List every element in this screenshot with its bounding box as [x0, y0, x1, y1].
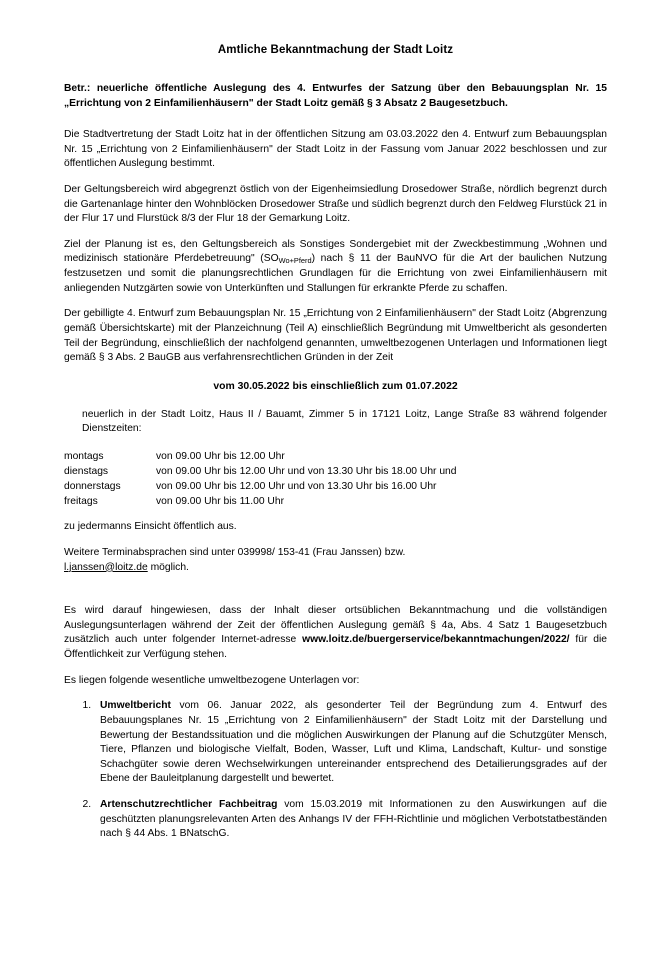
list-item	[94, 699, 607, 787]
spacer	[64, 586, 607, 604]
office-hours-time: von 09.00 Uhr bis 12.00 Uhr und von 13.30 Uhr bis 16.00 Uhr	[156, 480, 437, 492]
office-hours-day: freitags	[64, 495, 98, 507]
paragraph-resolution: Die Stadtvertretung der Stadt Loitz hat in der öffentlichen Sitzung am 03.03.2022 den 4. Entwurf zum Bebauungsplan Nr. 15 „Errichtung von 2 Einfamilienhäusern" der Stadt Loitz in der Fassung vom Januar 2022 beschlossen und zur öffentlichen Auslegung bestimmt.	[64, 129, 607, 170]
office-hours-row	[64, 480, 607, 495]
paragraph-goal	[64, 238, 607, 296]
subject-line	[64, 82, 607, 111]
env-item-title: Artenschutzrechtlicher Fachbeitrag	[100, 798, 278, 810]
office-hours-time: von 09.00 Uhr bis 12.00 Uhr und von 13.30 Uhr bis 18.00 Uhr und	[156, 465, 457, 477]
office-hours-day: montags	[64, 450, 104, 462]
office-hours-list	[64, 450, 607, 510]
subject-text: neuerliche öffentliche Auslegung des 4. Entwurfes der Satzung über den Bebauungsplan Nr. 15 „Errichtung von 2 Einfamilienhäusern" der Stadt Loitz gemäß § 3 Absatz 2 Baugesetzbuch.	[64, 83, 607, 109]
office-hours-time: von 09.00 Uhr bis 11.00 Uhr	[156, 495, 285, 507]
email-link[interactable]: l.janssen@loitz.de	[64, 561, 148, 573]
office-hours-row	[64, 495, 607, 510]
paragraph-draft-documents: Der gebilligte 4. Entwurf zum Bebauungsplan Nr. 15 „Errichtung von 2 Einfamilienhäusern" der Stadt Loitz (Abgrenzung gemäß Übersichtskarte) mit der Planzeichnung (Teil A) einschließlich Begründung mit Umweltbericht als gesonderten Teil der Begründung, einschließlich der nachfolgend genannten, umweltbezogenen Unterlagen und Informationen liegt gemäß § 3 Abs. 2 BauGB aus verfahrensrechtlichen Gründen in der Zeit	[64, 308, 607, 364]
office-hours-row	[64, 450, 607, 465]
goal-subscript: Wo+Pferd	[278, 256, 312, 266]
environmental-documents-list	[64, 699, 607, 841]
subject-label: Betr.:	[64, 83, 91, 94]
office-hours-time: von 09.00 Uhr bis 12.00 Uhr	[156, 450, 285, 462]
contact-suffix: möglich.	[147, 561, 189, 573]
paragraph-public-view: zu jedermanns Einsicht öffentlich aus.	[64, 521, 237, 533]
page-title: Amtliche Bekanntmachung der Stadt Loitz	[217, 44, 454, 56]
contact-prefix: Weitere Terminabsprachen sind unter 039998/ 153-41 (Frau Janssen) bzw.	[64, 547, 406, 559]
display-period: vom 30.05.2022 bis einschließlich zum 01.07.2022	[213, 380, 458, 392]
paragraph-location: neuerlich in der Stadt Loitz, Haus II / Bauamt, Zimmer 5 in 17121 Loitz, Lange Straße 83 während folgender Dienstzeiten:	[82, 408, 607, 435]
list-item	[94, 798, 607, 842]
internet-notice-part1: Es wird darauf hingewiesen, dass der Inhalt dieser ortsüblichen Bekanntmachung und die vollständigen Auslegungsunterlagen während der Zeit der öffentlichen Auslegung gemäß § 4a, Abs. 4 Satz 1 Baugesetzbuch zusätzlich auch unter folgender Internet-adresse	[64, 605, 607, 646]
env-item-text: vom 15.03.2019 mit Informationen zu den Auswirkungen auf die geschützten planungsrelevanten Arten des Anhangs IV der FFH-Richtlinie und möglichen Verbotstatbeständen nach § 44 Abs. 1 BNatschG.	[100, 798, 607, 840]
internet-notice-part2: für die Öffentlichkeit zur Verfügung stehen.	[64, 634, 607, 661]
env-item-title: Umweltbericht	[100, 700, 171, 712]
paragraph-scope: Der Geltungsbereich wird abgegrenzt östlich von der Eigenheimsiedlung Drosedower Straße, nördlich begrenzt durch die Gartenanlage hinter den Wohnblöcken Drosedower Straße und südlich begrenzt durch den Feldweg Flurstück 21 in der Flur 17 und Flurstück 8/3 der Flur 18 der Gemarkung Loitz.	[64, 184, 607, 225]
internet-address[interactable]: www.loitz.de/buergerservice/bekanntmachungen/2022/	[302, 634, 570, 646]
office-hours-day: donnerstags	[64, 480, 121, 492]
paragraph-internet-notice	[64, 604, 607, 662]
office-hours-day: dienstags	[64, 465, 109, 477]
paragraph-env-intro: Es liegen folgende wesentliche umweltbezogene Unterlagen vor:	[64, 674, 360, 686]
env-item-text: vom 06. Januar 2022, als gesonderter Teil der Begründung zum 4. Entwurf des Bebauungsplanes Nr. 15 „Errichtung von 2 Einfamilienhäusern" der Stadt Loitz mit der Darstellung und Bewertung der Bestandssituation und die möglichen Auswirkungen der Planung auf die Schutzgüter Mensch, Tiere, Pflanzen und biologische Vielfalt, Boden, Wasser, Luft und Klima, Landschaft, Kultur- und sonstige Schachgüter sowie deren Wechselwirkungen untereinander entsprechend des Detailierungsgrades auf der Ebene der Bauleitplanung dargestellt und bewertet.	[100, 700, 607, 785]
office-hours-row	[64, 465, 607, 480]
goal-part1: Ziel der Planung ist es, den Geltungsbereich als Sonstiges Sondergebiet mit der Zweckbestimmung „Wohnen und medizinisch stationäre Pferdebetreuung" (SO	[64, 238, 607, 265]
paragraph-contact	[64, 546, 607, 575]
goal-part2: ) nach § 11 der BauNVO für die Art der baulichen Nutzung festzusetzen und somit die planungsrechtlichen Grundlagen für die Errichtung von zwei Einfamilienhäusern mit anliegenden Nutzgärten sowie von Unterkünften und Stallungen für erkrankte Pferde zu schaffen.	[64, 253, 607, 294]
